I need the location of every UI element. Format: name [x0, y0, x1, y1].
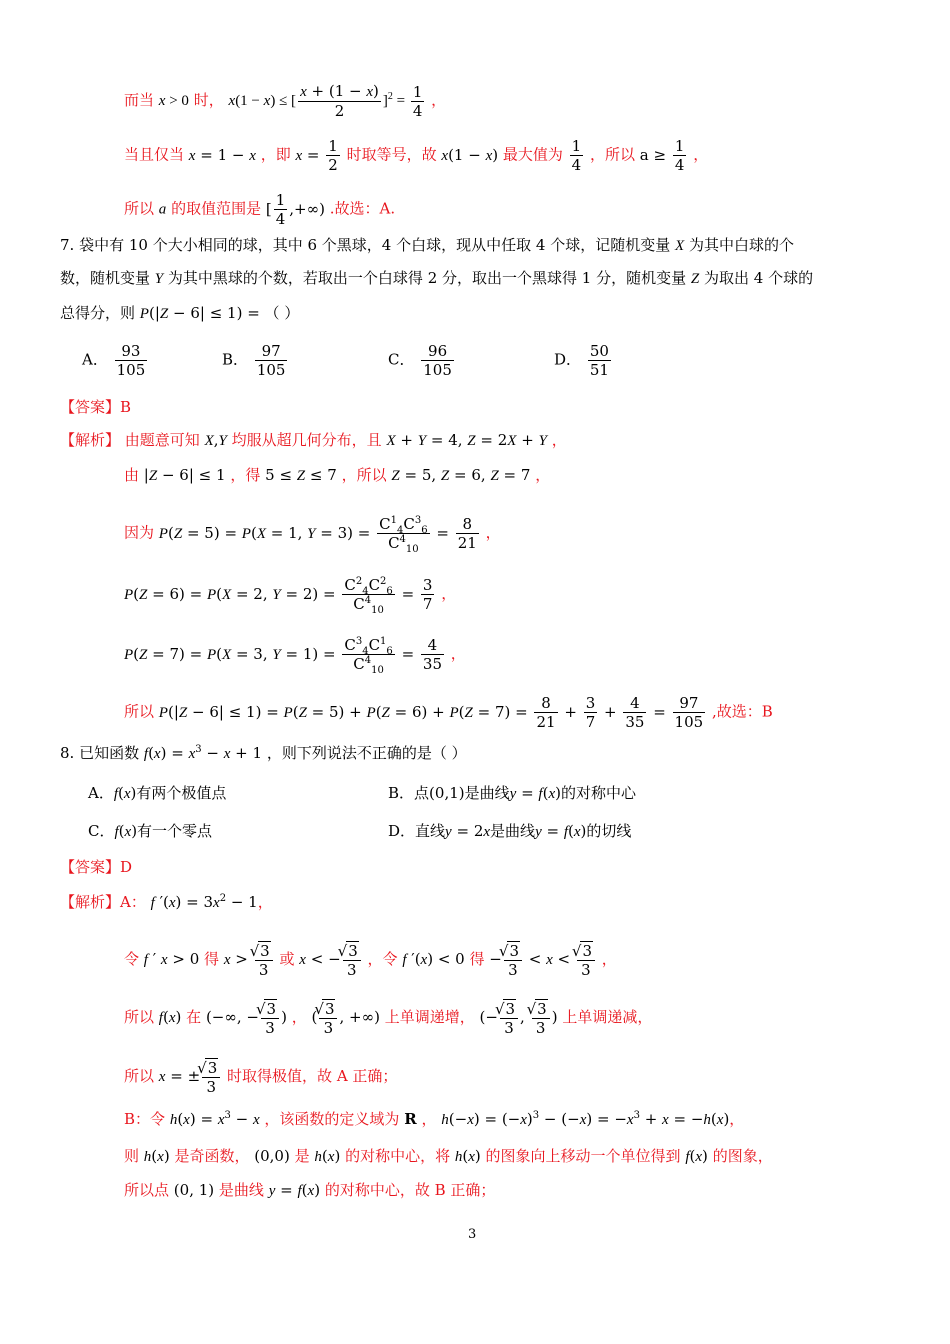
- text: ，所以: [590, 145, 636, 164]
- q8-option-a[interactable]: A．f(x)有两个极值点: [88, 784, 227, 802]
- q8-analysis-a3: 所以 x = ± √ $\frac{3}{3}$ 时取得极值，故 A 正确；: [124, 1058, 397, 1096]
- text: ，则下列说法不正确的是（ ）: [266, 744, 467, 762]
- q7-answer: [60, 397, 131, 417]
- q8-analysis-b2: 则 h(x) 是奇函数， (0,0) 是 h(x) 的对称中心，将 h(x) 的图象向上移动一个单位得到 f(x) 的图象，: [124, 1147, 773, 1165]
- q7-analysis-final: 所以 P(|Z − 6| ≤ 1) = P(Z = 5) + P(Z = 6) + P(Z = 7) = $\frac{8}{21}$ + $\frac{3}{7}$ + $\frac{4}{35}$ = $\frac{97}{105}$ ,故选：B: [124, 694, 773, 731]
- text: ，该函数的定义域为: [264, 1110, 400, 1128]
- text: 当且仅当: [124, 145, 185, 164]
- question-number: 7.: [60, 236, 75, 254]
- q8-analysis-b1: B：令 $h(x) = x^3 - x$ ，该函数的定义域为 R ， $h(-x) = (-x)^3 - (-x) = -x^3 + x = -h(x)$，: [124, 1110, 745, 1128]
- text: 所以点: [124, 1181, 170, 1199]
- q8-answer: [60, 857, 132, 877]
- text: 上单调递增，: [384, 1008, 475, 1026]
- denominator: 105: [116, 361, 146, 379]
- text: 是曲线: [490, 822, 536, 840]
- prev-line-2: 当且仅当 x = 1 − x ，即 x = $\frac{1}{2}$ 时取等号，故 x(1 − x) 最大值为 $\frac{1}{4}$ ，所以 a ≥ $\frac{1}{4}$ ，: [124, 137, 709, 174]
- text: 袋中有 10 个大小相同的球，其中 6 个黑球，4 个白球，现从中任取 4 个球，记随机变量: [79, 236, 671, 254]
- text: .故选：A.: [329, 199, 396, 218]
- text: 的对称中心，故 B 正确；: [324, 1181, 496, 1199]
- numerator: 50: [589, 342, 609, 360]
- numerator: 96: [428, 342, 448, 360]
- text: ，所以: [341, 466, 387, 484]
- page-number: 3: [468, 1227, 477, 1242]
- text: 均服从超几何分布，且: [231, 431, 382, 449]
- answer-tag: 【答案】: [60, 398, 121, 416]
- text: ，: [441, 584, 457, 603]
- text: 因为: [124, 523, 155, 542]
- text: 是曲线: [218, 1181, 264, 1199]
- text: 的对称中心: [560, 784, 636, 802]
- text: 点: [414, 784, 430, 802]
- text: 所以: [124, 199, 155, 218]
- q8-analysis-head: 【解析】A： f $'(x) = 3x^2 - 1$，: [60, 893, 273, 911]
- option-label: C．: [388, 350, 415, 369]
- q8-analysis-a2: 所以 f(x) 在 (−∞, − √ $\frac{3}{3}$ ) ， ( √ $\frac{3}{3}$ , +∞) 上单调递增， (− √ $\frac{3}{3}$ , √ $\frac{3}{3}$ ) 上单调递减，: [124, 999, 652, 1037]
- option-label: B．: [222, 350, 249, 369]
- q8-analysis-a1: 令 f ′ x > 0 得 x > √ $\frac{3}{3}$ 或 x < − √ $\frac{3}{3}$ ，令 f ′(x) < 0 得 − √ $\frac{3}{3}$ < x < √ $\frac{3}{3}$ ，: [124, 941, 617, 979]
- text: 由: [124, 466, 140, 484]
- text: 得: [469, 950, 485, 968]
- text: 则: [124, 1147, 140, 1165]
- text: 有两个极值点: [136, 784, 227, 802]
- question-number: 8.: [60, 744, 75, 762]
- text: 为取出 4 个球的: [704, 269, 814, 287]
- denominator: 105: [256, 361, 286, 379]
- text: 直线: [415, 822, 446, 840]
- numerator: 97: [261, 342, 281, 360]
- text: ，: [601, 950, 617, 968]
- text: 的取值范围是: [171, 199, 262, 218]
- text: 所以: [124, 702, 155, 721]
- text: 是曲线: [464, 784, 510, 802]
- prev-line-3: 所以 a 的取值范围是 [ $\frac{1}{4}$ ,+∞) .故选：A.: [124, 191, 396, 228]
- text: 时取等号，故: [346, 145, 437, 164]
- text: 时取得极值，故 A 正确；: [227, 1067, 398, 1085]
- analysis-tag: 【解析】: [60, 893, 121, 911]
- text: ，得: [230, 466, 261, 484]
- text: （ ）: [264, 304, 300, 322]
- option-label: A．: [82, 350, 108, 369]
- text: ,故选：B: [711, 702, 773, 721]
- q7-analysis-5: P(Z = 7) = P(X = 3, Y = 1) = $\frac{C^3_4C^1_6}{C^4_{10}}$ = $\frac{4}{35}$ ，: [124, 636, 466, 676]
- q7-option-b[interactable]: [222, 342, 289, 379]
- text: 为其中黑球的个数，若取出一个白球得 2 分，取出一个黑球得 1 分，随机变量: [167, 269, 687, 287]
- option-label: D．: [554, 350, 582, 369]
- text: 由题意可知: [124, 431, 200, 449]
- denominator: 51: [589, 361, 609, 379]
- text: 为其中白球的个: [688, 236, 794, 254]
- text: ，令: [367, 950, 398, 968]
- q8-analysis-b3: 所以点 (0, 1) 是曲线 y = f(x) 的对称中心，故 B 正确；: [124, 1181, 496, 1199]
- text: 最大值为: [502, 145, 563, 164]
- answer-value: B: [120, 398, 132, 416]
- text: 所以: [124, 1067, 155, 1085]
- q7-line-1: 7. 袋中有 10 个大小相同的球，其中 6 个黑球，4 个白球，现从中任取 4 个球，记随机变量 X 为其中白球的个: [60, 236, 794, 254]
- q7-line-3: 总得分，则 P(|Z − 6| ≤ 1) = （ ）: [60, 304, 300, 322]
- text: ，即: [260, 145, 291, 164]
- text: 是奇函数，: [174, 1147, 250, 1165]
- text: 数，随机变量: [60, 269, 151, 287]
- text: 的切线: [586, 822, 632, 840]
- text: ，: [450, 644, 466, 663]
- answer-value: D: [120, 858, 133, 876]
- text: 上单调递减，: [562, 1008, 653, 1026]
- denominator: 105: [423, 361, 452, 379]
- text: A：: [120, 893, 146, 911]
- analysis-tag: 【解析】: [60, 431, 121, 449]
- text: 已知函数: [79, 744, 140, 762]
- q7-line-2: 数，随机变量 Y 为其中黑球的个数，若取出一个白球得 2 分，取出一个黑球得 1 分，随机变量 Z 为取出 4 个球的: [60, 269, 814, 287]
- text: ，: [485, 523, 501, 542]
- q7-analysis-1: 【解析】 由题意可知 X,Y 均服从超几何分布，且 X + Y = 4, Z = 2X + Y ，: [60, 431, 567, 449]
- q7-analysis-2: 由 |Z − 6| ≤ 1 ，得 5 ≤ Z ≤ 7 ，所以 Z = 5, Z = 6, Z = 7 ，: [124, 466, 551, 484]
- q7-analysis-4: P(Z = 6) = P(X = 2, Y = 2) = $\frac{C^2_4C^2_6}{C^4_{10}}$ = $\frac{3}{7}$ ，: [124, 576, 457, 616]
- text: 的图象，: [712, 1147, 773, 1165]
- text: ，: [421, 1110, 437, 1128]
- text: 的对称中心，将: [345, 1147, 451, 1165]
- text: ，: [291, 1008, 307, 1026]
- text: ，: [693, 145, 709, 164]
- text: 得: [204, 950, 220, 968]
- text: 总得分，则: [60, 304, 136, 322]
- text: 或: [279, 950, 295, 968]
- text: 是: [294, 1147, 310, 1165]
- q8-stem: 8. 已知函数 $f(x) = x^3 - x + 1$ ，则下列说法不正确的是（ ）: [60, 744, 467, 762]
- text: 时，: [193, 91, 224, 109]
- q7-option-d[interactable]: [554, 342, 613, 379]
- text: 有一个零点: [137, 822, 213, 840]
- prev-line-1: 而当 x > 0 时， x(1 − x) ≤ [ $\frac{x + (1 - x)}{2}$ ]$^2$ = $\frac{1}{4}$ ，: [124, 82, 447, 120]
- text: 所以: [124, 1008, 155, 1026]
- q7-analysis-3: 因为 P(Z = 5) = P(X = 1, Y = 3) = $\frac{C^1_4C^3_6}{C^4_{10}}$ = $\frac{8}{21}$ ，: [124, 515, 501, 555]
- q8-option-c[interactable]: C．f(x)有一个零点: [88, 822, 213, 840]
- text: ，: [551, 431, 567, 449]
- text: 而当: [124, 91, 155, 109]
- q8-option-b[interactable]: B．点(0,1)是曲线y = f(x)的对称中心: [388, 784, 636, 802]
- text: ，: [535, 466, 551, 484]
- text: B：令: [124, 1110, 166, 1128]
- text: 令: [124, 950, 140, 968]
- q8-option-d[interactable]: D．直线y = 2x是曲线y = f(x)的切线: [388, 822, 632, 840]
- text: 在: [186, 1008, 202, 1026]
- q7-option-c[interactable]: [388, 342, 456, 379]
- text: ，: [431, 91, 447, 109]
- answer-tag: 【答案】: [60, 858, 121, 876]
- numerator: 93: [121, 342, 141, 360]
- q7-option-a[interactable]: [82, 342, 149, 379]
- text: 的图象向上移动一个单位得到: [485, 1147, 681, 1165]
